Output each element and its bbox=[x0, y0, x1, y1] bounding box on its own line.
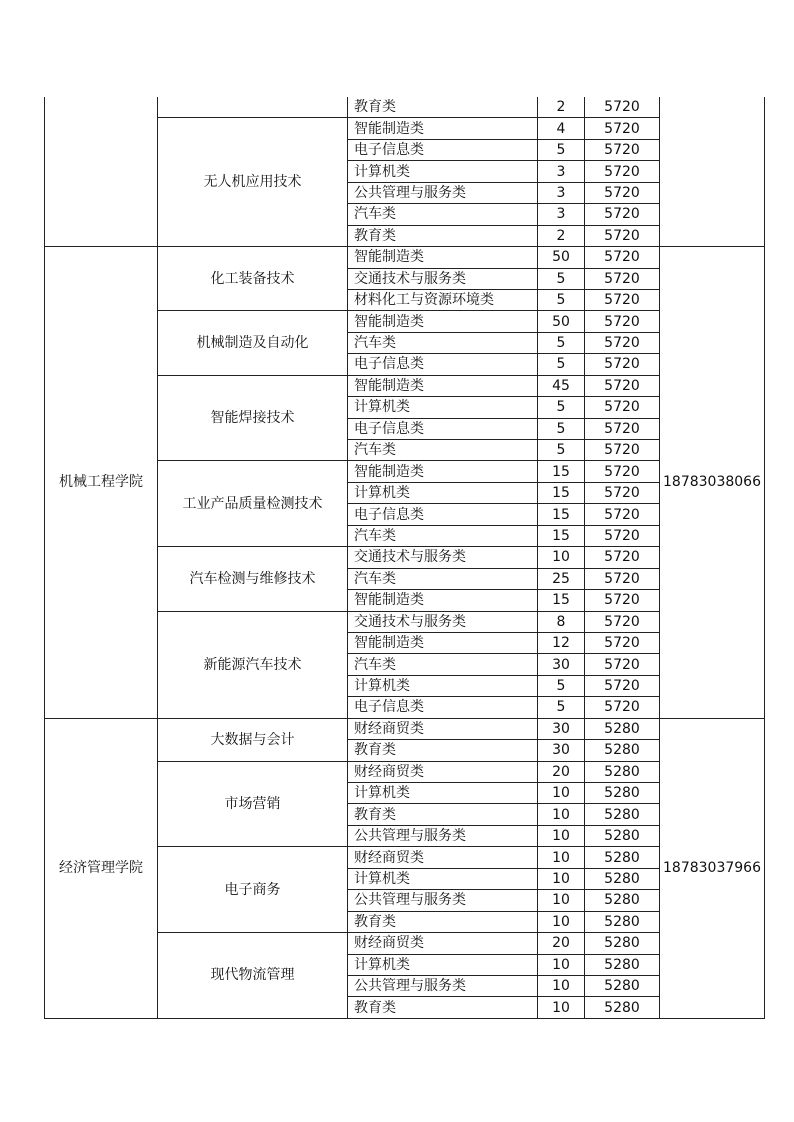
category-cell: 公共管理与服务类 bbox=[348, 182, 538, 203]
tuition-cell: 5280 bbox=[585, 825, 660, 846]
quota-cell: 5 bbox=[538, 440, 585, 461]
tuition-cell: 5720 bbox=[585, 697, 660, 718]
quota-cell: 3 bbox=[538, 161, 585, 182]
tuition-cell: 5280 bbox=[585, 761, 660, 782]
major-cell: 化工装备技术 bbox=[158, 247, 348, 311]
quota-cell: 5 bbox=[538, 418, 585, 439]
tuition-cell: 5720 bbox=[585, 225, 660, 246]
quota-cell: 12 bbox=[538, 632, 585, 653]
quota-cell: 5 bbox=[538, 697, 585, 718]
table-row bbox=[45, 97, 765, 118]
quota-cell: 10 bbox=[538, 825, 585, 846]
category-cell: 教育类 bbox=[348, 97, 538, 118]
tuition-cell: 5720 bbox=[585, 182, 660, 203]
quota-cell: 3 bbox=[538, 204, 585, 225]
category-cell: 交通技术与服务类 bbox=[348, 547, 538, 568]
tuition-cell: 5280 bbox=[585, 975, 660, 996]
tuition-cell: 5720 bbox=[585, 354, 660, 375]
quota-cell: 2 bbox=[538, 225, 585, 246]
category-cell: 财经商贸类 bbox=[348, 761, 538, 782]
quota-cell: 15 bbox=[538, 461, 585, 482]
major-cell bbox=[158, 97, 348, 118]
quota-cell: 45 bbox=[538, 375, 585, 396]
table-row bbox=[45, 718, 765, 739]
quota-cell: 4 bbox=[538, 118, 585, 139]
category-cell: 智能制造类 bbox=[348, 461, 538, 482]
category-cell: 计算机类 bbox=[348, 954, 538, 975]
tuition-cell: 5720 bbox=[585, 247, 660, 268]
quota-cell: 10 bbox=[538, 890, 585, 911]
category-cell: 交通技术与服务类 bbox=[348, 268, 538, 289]
category-cell: 智能制造类 bbox=[348, 590, 538, 611]
major-cell: 电子商务 bbox=[158, 847, 348, 933]
category-cell: 财经商贸类 bbox=[348, 718, 538, 739]
quota-cell: 5 bbox=[538, 354, 585, 375]
category-cell: 公共管理与服务类 bbox=[348, 890, 538, 911]
contact-phone-cell: 18783037966 bbox=[660, 718, 765, 1018]
quota-cell: 10 bbox=[538, 997, 585, 1018]
quota-cell: 50 bbox=[538, 247, 585, 268]
tuition-cell: 5720 bbox=[585, 440, 660, 461]
category-cell: 计算机类 bbox=[348, 783, 538, 804]
category-cell: 计算机类 bbox=[348, 482, 538, 503]
quota-cell: 5 bbox=[538, 268, 585, 289]
major-cell: 智能焊接技术 bbox=[158, 375, 348, 461]
tuition-cell: 5720 bbox=[585, 311, 660, 332]
quota-cell: 15 bbox=[538, 525, 585, 546]
category-cell: 智能制造类 bbox=[348, 311, 538, 332]
tuition-cell: 5720 bbox=[585, 97, 660, 118]
category-cell: 计算机类 bbox=[348, 675, 538, 696]
tuition-cell: 5720 bbox=[585, 332, 660, 353]
category-cell: 教育类 bbox=[348, 225, 538, 246]
enrollment-table bbox=[44, 97, 765, 1019]
category-cell: 材料化工与资源环境类 bbox=[348, 289, 538, 310]
tuition-cell: 5720 bbox=[585, 482, 660, 503]
category-cell: 计算机类 bbox=[348, 161, 538, 182]
quota-cell: 10 bbox=[538, 975, 585, 996]
quota-cell: 10 bbox=[538, 783, 585, 804]
quota-cell: 30 bbox=[538, 740, 585, 761]
tuition-cell: 5720 bbox=[585, 461, 660, 482]
tuition-cell: 5280 bbox=[585, 718, 660, 739]
tuition-cell: 5280 bbox=[585, 911, 660, 932]
major-cell: 大数据与会计 bbox=[158, 718, 348, 761]
category-cell: 财经商贸类 bbox=[348, 847, 538, 868]
quota-cell: 5 bbox=[538, 139, 585, 160]
contact-phone-cell: 18783038066 bbox=[660, 247, 765, 719]
category-cell: 汽车类 bbox=[348, 204, 538, 225]
quota-cell: 15 bbox=[538, 590, 585, 611]
tuition-cell: 5720 bbox=[585, 525, 660, 546]
tuition-cell: 5280 bbox=[585, 868, 660, 889]
category-cell: 电子信息类 bbox=[348, 418, 538, 439]
category-cell: 电子信息类 bbox=[348, 139, 538, 160]
category-cell: 交通技术与服务类 bbox=[348, 611, 538, 632]
tuition-cell: 5720 bbox=[585, 675, 660, 696]
category-cell: 智能制造类 bbox=[348, 247, 538, 268]
quota-cell: 5 bbox=[538, 332, 585, 353]
tuition-cell: 5720 bbox=[585, 654, 660, 675]
major-cell: 现代物流管理 bbox=[158, 933, 348, 1019]
category-cell: 智能制造类 bbox=[348, 118, 538, 139]
tuition-cell: 5720 bbox=[585, 397, 660, 418]
quota-cell: 10 bbox=[538, 911, 585, 932]
category-cell: 教育类 bbox=[348, 997, 538, 1018]
tuition-cell: 5720 bbox=[585, 611, 660, 632]
tuition-cell: 5280 bbox=[585, 933, 660, 954]
tuition-cell: 5720 bbox=[585, 375, 660, 396]
category-cell: 教育类 bbox=[348, 740, 538, 761]
category-cell: 智能制造类 bbox=[348, 375, 538, 396]
quota-cell: 8 bbox=[538, 611, 585, 632]
category-cell: 汽车类 bbox=[348, 654, 538, 675]
tuition-cell: 5720 bbox=[585, 161, 660, 182]
quota-cell: 3 bbox=[538, 182, 585, 203]
category-cell: 教育类 bbox=[348, 804, 538, 825]
tuition-cell: 5720 bbox=[585, 418, 660, 439]
enrollment-table-body bbox=[45, 97, 765, 1018]
major-cell: 工业产品质量检测技术 bbox=[158, 461, 348, 547]
tuition-cell: 5720 bbox=[585, 289, 660, 310]
category-cell: 汽车类 bbox=[348, 525, 538, 546]
tuition-cell: 5720 bbox=[585, 590, 660, 611]
quota-cell: 50 bbox=[538, 311, 585, 332]
quota-cell: 10 bbox=[538, 847, 585, 868]
contact-phone-cell bbox=[660, 97, 765, 247]
category-cell: 电子信息类 bbox=[348, 504, 538, 525]
tuition-cell: 5280 bbox=[585, 740, 660, 761]
quota-cell: 5 bbox=[538, 397, 585, 418]
category-cell: 教育类 bbox=[348, 911, 538, 932]
major-cell: 新能源汽车技术 bbox=[158, 611, 348, 718]
tuition-cell: 5720 bbox=[585, 139, 660, 160]
tuition-cell: 5720 bbox=[585, 204, 660, 225]
quota-cell: 10 bbox=[538, 547, 585, 568]
category-cell: 公共管理与服务类 bbox=[348, 825, 538, 846]
quota-cell: 10 bbox=[538, 804, 585, 825]
tuition-cell: 5720 bbox=[585, 504, 660, 525]
tuition-cell: 5280 bbox=[585, 954, 660, 975]
quota-cell: 20 bbox=[538, 761, 585, 782]
quota-cell: 5 bbox=[538, 675, 585, 696]
category-cell: 计算机类 bbox=[348, 397, 538, 418]
quota-cell: 10 bbox=[538, 954, 585, 975]
major-cell: 无人机应用技术 bbox=[158, 118, 348, 247]
major-cell: 汽车检测与维修技术 bbox=[158, 547, 348, 611]
table-row bbox=[45, 247, 765, 268]
category-cell: 汽车类 bbox=[348, 440, 538, 461]
quota-cell: 15 bbox=[538, 504, 585, 525]
major-cell: 机械制造及自动化 bbox=[158, 311, 348, 375]
category-cell: 计算机类 bbox=[348, 868, 538, 889]
quota-cell: 5 bbox=[538, 289, 585, 310]
tuition-cell: 5720 bbox=[585, 118, 660, 139]
college-cell bbox=[45, 97, 158, 247]
quota-cell: 15 bbox=[538, 482, 585, 503]
tuition-cell: 5720 bbox=[585, 632, 660, 653]
tuition-cell: 5720 bbox=[585, 568, 660, 589]
tuition-cell: 5720 bbox=[585, 547, 660, 568]
category-cell: 汽车类 bbox=[348, 332, 538, 353]
quota-cell: 2 bbox=[538, 97, 585, 118]
tuition-cell: 5280 bbox=[585, 783, 660, 804]
quota-cell: 30 bbox=[538, 654, 585, 675]
tuition-cell: 5280 bbox=[585, 997, 660, 1018]
tuition-cell: 5280 bbox=[585, 847, 660, 868]
tuition-cell: 5280 bbox=[585, 890, 660, 911]
quota-cell: 10 bbox=[538, 868, 585, 889]
tuition-cell: 5280 bbox=[585, 804, 660, 825]
college-cell: 机械工程学院 bbox=[45, 247, 158, 719]
tuition-cell: 5720 bbox=[585, 268, 660, 289]
category-cell: 智能制造类 bbox=[348, 632, 538, 653]
category-cell: 公共管理与服务类 bbox=[348, 975, 538, 996]
major-cell: 市场营销 bbox=[158, 761, 348, 847]
category-cell: 电子信息类 bbox=[348, 354, 538, 375]
category-cell: 汽车类 bbox=[348, 568, 538, 589]
quota-cell: 20 bbox=[538, 933, 585, 954]
college-cell: 经济管理学院 bbox=[45, 718, 158, 1018]
category-cell: 电子信息类 bbox=[348, 697, 538, 718]
quota-cell: 30 bbox=[538, 718, 585, 739]
quota-cell: 25 bbox=[538, 568, 585, 589]
category-cell: 财经商贸类 bbox=[348, 933, 538, 954]
